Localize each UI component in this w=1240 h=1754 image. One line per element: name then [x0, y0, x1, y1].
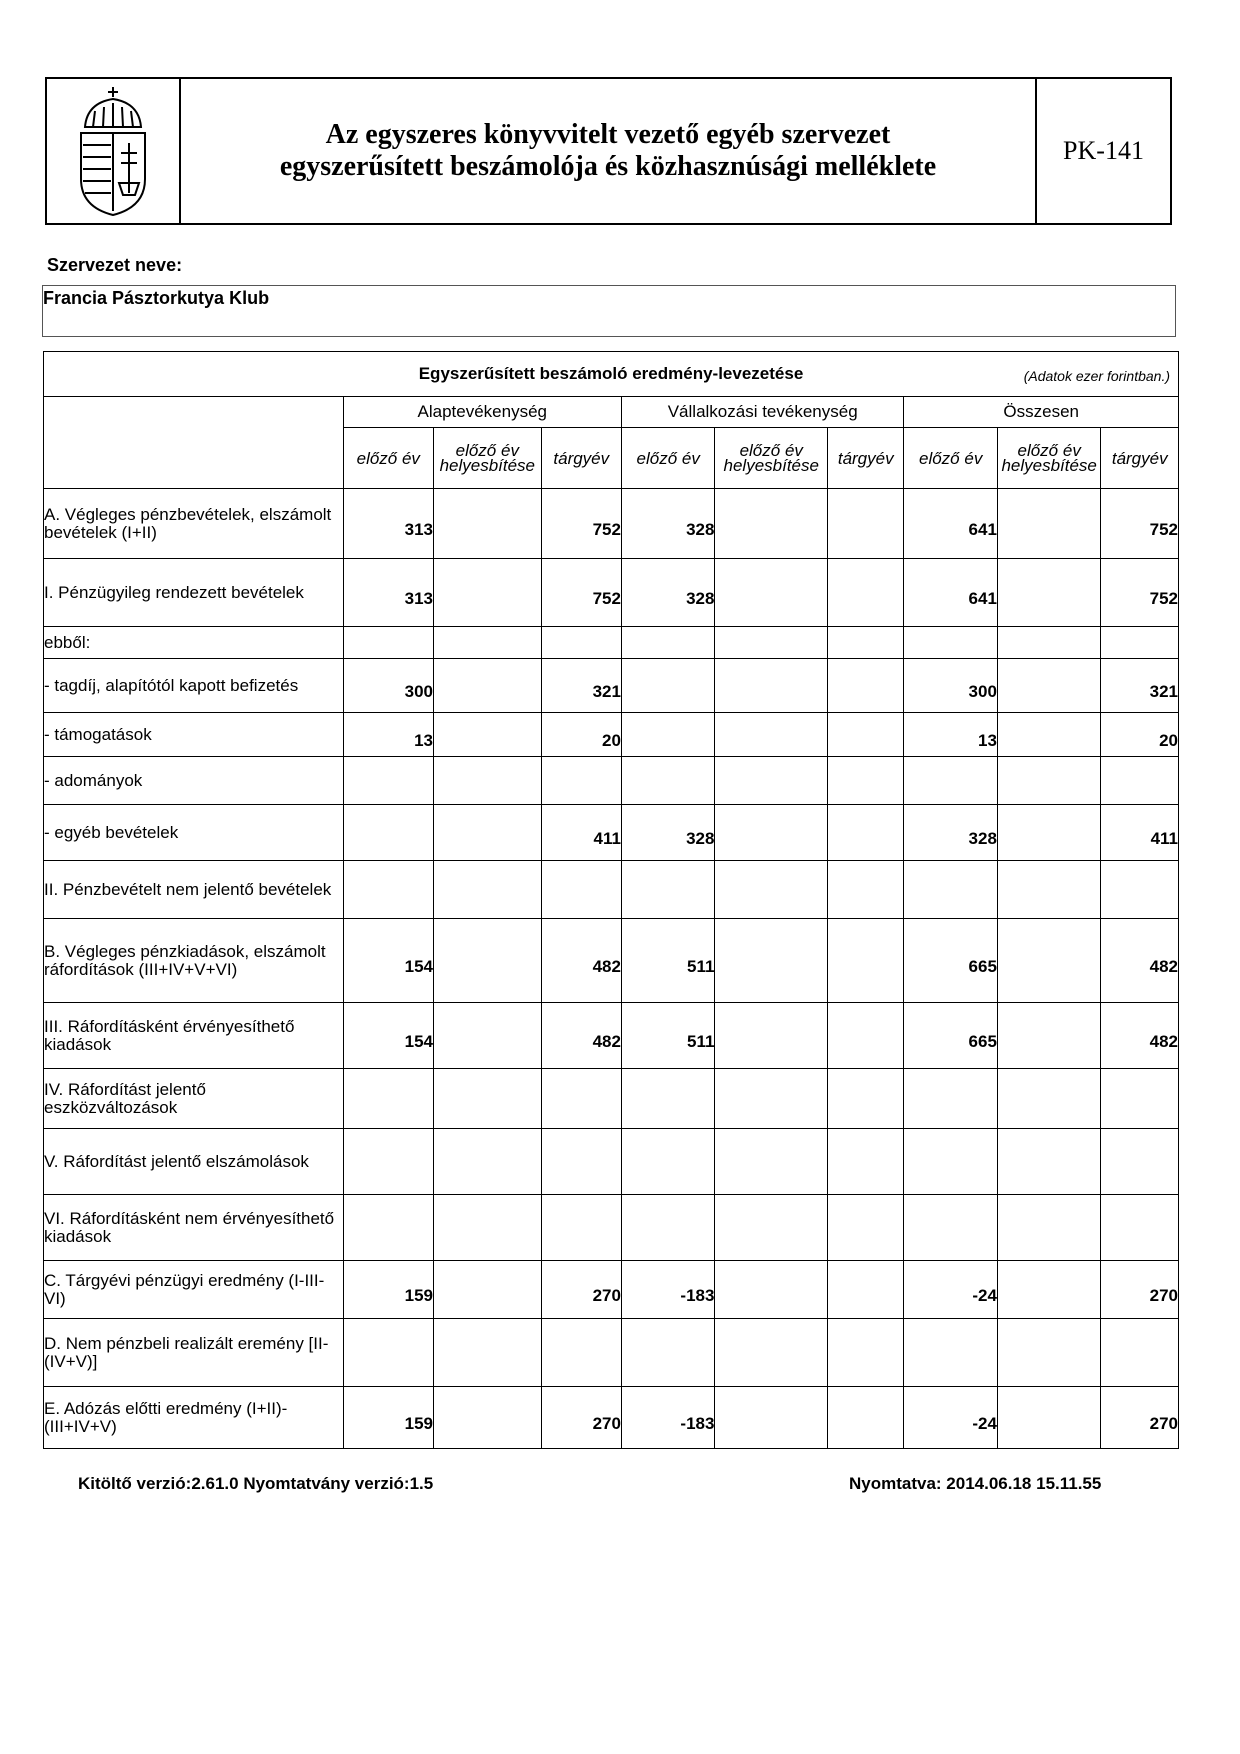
value-text: 270 [1149, 1285, 1178, 1305]
value-cell [1101, 713, 1179, 757]
value-cell [715, 1195, 828, 1261]
value-cell [343, 713, 433, 757]
value-cell [904, 1069, 997, 1129]
value-cell [904, 627, 997, 659]
value-text: 665 [968, 1031, 997, 1051]
value-cell [541, 627, 621, 659]
value-cell [828, 713, 904, 757]
value-cell [621, 757, 714, 805]
value-cell [621, 1069, 714, 1129]
value-cell [343, 659, 433, 713]
value-cell [997, 1261, 1101, 1319]
value-cell [434, 713, 542, 757]
coat-of-arms-icon [73, 83, 153, 219]
value-text: -24 [972, 1413, 997, 1433]
value-cell [434, 1319, 542, 1387]
table-row [44, 757, 1179, 805]
value-cell [621, 1387, 714, 1449]
organization-name-field[interactable] [42, 285, 1176, 337]
value-cell [1101, 1003, 1179, 1069]
value-cell [997, 1129, 1101, 1195]
value-cell [904, 757, 997, 805]
value-cell [828, 1387, 904, 1449]
value-cell [828, 1195, 904, 1261]
value-cell [434, 659, 542, 713]
subheader-current-year: tárgyév [1101, 428, 1179, 489]
value-cell [828, 659, 904, 713]
value-cell [541, 805, 621, 861]
value-cell [343, 861, 433, 919]
value-cell [434, 1387, 542, 1449]
row-label-header [44, 397, 344, 489]
value-cell [541, 861, 621, 919]
value-cell [1101, 1069, 1179, 1129]
value-cell [621, 1261, 714, 1319]
subheader-current-year: tárgyév [541, 428, 621, 489]
value-text: 482 [592, 1031, 621, 1051]
value-cell [621, 489, 714, 559]
value-cell [621, 1195, 714, 1261]
value-cell [541, 713, 621, 757]
row-label: II. Pénzbevételt nem jelentő bevételek [44, 861, 344, 919]
table-row [44, 1319, 1179, 1387]
value-cell [343, 1003, 433, 1069]
value-cell [1101, 919, 1179, 1003]
value-text: 328 [686, 519, 715, 539]
value-cell [997, 1319, 1101, 1387]
value-cell [621, 805, 714, 861]
value-cell [541, 919, 621, 1003]
value-cell [1101, 1195, 1179, 1261]
row-label: IV. Ráfordítást jelentő eszközváltozások [44, 1069, 344, 1129]
value-cell [434, 627, 542, 659]
value-cell [541, 1069, 621, 1129]
organization-name: Francia Pásztorkutya Klub [43, 288, 270, 308]
row-label: E. Adózás előtti eredmény (I+II)-(III+IV+V) [44, 1387, 344, 1449]
subheader-previous-year: előző év [343, 428, 433, 489]
form-title-line1: Az egyszeres könyvvitelt vezető egyéb szervezet [325, 119, 891, 150]
value-cell [541, 1129, 621, 1195]
version-info: Kitöltő verzió:2.61.0 Nyomtatvány verzió:1.5 [78, 1474, 434, 1493]
value-cell [343, 757, 433, 805]
row-label: C. Tárgyévi pénzügyi eredmény (I-III-VI) [44, 1261, 344, 1319]
group-header-business: Vállalkozási tevékenység [621, 397, 903, 428]
value-cell [621, 627, 714, 659]
value-cell [1101, 805, 1179, 861]
table-row [44, 1003, 1179, 1069]
value-cell [997, 1003, 1101, 1069]
value-text: -183 [680, 1285, 715, 1305]
value-cell [715, 559, 828, 627]
value-text: 270 [592, 1285, 621, 1305]
table-row [44, 713, 1179, 757]
value-text: 411 [1150, 828, 1178, 848]
subheader-previous-year: előző év [904, 428, 997, 489]
value-text: 328 [686, 588, 715, 608]
value-text: 328 [968, 828, 997, 848]
row-label: - egyéb bevételek [44, 805, 344, 861]
value-cell [997, 805, 1101, 861]
print-timestamp: Nyomtatva: 2014.06.18 15.11.55 [849, 1474, 1102, 1493]
value-text: 328 [686, 828, 715, 848]
value-cell [541, 1261, 621, 1319]
value-text: -183 [680, 1413, 715, 1433]
value-text: 159 [404, 1413, 434, 1433]
value-cell [343, 559, 433, 627]
value-cell [715, 659, 828, 713]
group-header-total: Összesen [904, 397, 1179, 428]
value-cell [1101, 489, 1179, 559]
row-label: - tagdíj, alapítótól kapott befizetés [44, 659, 344, 713]
row-label: III. Ráfordításként érvényesíthető kiadások [44, 1003, 344, 1069]
value-cell [904, 861, 997, 919]
value-cell [343, 1319, 433, 1387]
value-cell [997, 861, 1101, 919]
value-cell [1101, 1319, 1179, 1387]
value-cell [715, 489, 828, 559]
value-cell [904, 1003, 997, 1069]
value-cell [904, 1195, 997, 1261]
subheader-previous-year-correction: előző év helyesbítése [997, 428, 1101, 489]
value-cell [343, 1195, 433, 1261]
value-cell [715, 713, 828, 757]
value-cell [343, 919, 433, 1003]
value-cell [828, 559, 904, 627]
value-cell [828, 1003, 904, 1069]
value-cell [715, 1069, 828, 1129]
table-row [44, 805, 1179, 861]
row-label: ebből: [44, 627, 344, 659]
value-text: 411 [593, 828, 621, 848]
table-row [44, 861, 1179, 919]
table-row [44, 489, 1179, 559]
table-row [44, 1195, 1179, 1261]
value-cell [904, 1387, 997, 1449]
subheader-previous-year: előző év [621, 428, 714, 489]
value-cell [715, 805, 828, 861]
value-cell [828, 1129, 904, 1195]
value-text: -24 [972, 1285, 997, 1305]
value-cell [541, 1003, 621, 1069]
value-cell [715, 1003, 828, 1069]
value-cell [828, 627, 904, 659]
table-row [44, 659, 1179, 713]
table-row [44, 559, 1179, 627]
subheader-previous-year-correction: előző év helyesbítése [715, 428, 828, 489]
value-cell [1101, 627, 1179, 659]
value-cell [828, 1261, 904, 1319]
value-cell [997, 1195, 1101, 1261]
form-title-line2: egyszerűsített beszámolója és közhasznúsági melléklete [279, 151, 937, 182]
value-cell [621, 1129, 714, 1195]
value-text: 321 [592, 681, 621, 701]
organization-label: Szervezet neve: [47, 255, 183, 275]
value-cell [715, 757, 828, 805]
value-text: 321 [1149, 681, 1178, 701]
value-cell [715, 919, 828, 1003]
value-text: 482 [1149, 956, 1178, 976]
value-cell [1101, 659, 1179, 713]
value-text: 665 [968, 956, 997, 976]
value-text: 752 [592, 519, 621, 539]
value-text: 641 [968, 519, 997, 539]
value-cell [715, 1319, 828, 1387]
table-row [44, 627, 1179, 659]
value-cell [715, 627, 828, 659]
value-text: 154 [404, 1031, 434, 1051]
table-row [44, 1069, 1179, 1129]
results-table [43, 351, 1179, 1449]
value-cell [621, 659, 714, 713]
value-cell [343, 1069, 433, 1129]
subheader-current-year: tárgyév [828, 428, 904, 489]
value-cell [541, 1319, 621, 1387]
value-text: 752 [1149, 588, 1178, 608]
value-cell [343, 1129, 433, 1195]
coat-of-arms-logo [47, 79, 181, 223]
value-text: 511 [687, 956, 715, 976]
value-cell [904, 1319, 997, 1387]
table-title: Egyszerűsített beszámoló eredmény-levezetése [418, 364, 804, 383]
value-cell [434, 919, 542, 1003]
value-cell [715, 861, 828, 919]
value-cell [434, 1261, 542, 1319]
value-cell [715, 1261, 828, 1319]
value-cell [541, 559, 621, 627]
row-label: - támogatások [44, 713, 344, 757]
table-row [44, 919, 1179, 1003]
value-cell [541, 659, 621, 713]
form-title [181, 79, 1037, 223]
value-cell [541, 1195, 621, 1261]
value-cell [997, 559, 1101, 627]
value-cell [541, 1387, 621, 1449]
table-row [44, 1387, 1179, 1449]
value-cell [904, 713, 997, 757]
value-cell [715, 1129, 828, 1195]
unit-note: (Adatok ezer forintban.) [1023, 368, 1170, 384]
value-cell [343, 1261, 433, 1319]
value-text: 270 [1149, 1413, 1178, 1433]
value-text: 482 [1149, 1031, 1178, 1051]
value-cell [997, 757, 1101, 805]
value-cell [997, 627, 1101, 659]
value-cell [1101, 1387, 1179, 1449]
row-label: A. Végleges pénzbevételek, elszámolt bevételek (I+II) [44, 489, 344, 559]
value-cell [434, 805, 542, 861]
value-cell [828, 919, 904, 1003]
form-code: PK-141 [1063, 136, 1144, 165]
value-cell [621, 1319, 714, 1387]
value-cell [541, 757, 621, 805]
value-cell [828, 757, 904, 805]
value-cell [1101, 1261, 1179, 1319]
value-cell [997, 1069, 1101, 1129]
value-cell [434, 1069, 542, 1129]
value-text: 313 [404, 519, 434, 539]
value-cell [904, 489, 997, 559]
value-cell [997, 1387, 1101, 1449]
value-cell [621, 1003, 714, 1069]
value-cell [621, 559, 714, 627]
value-cell [434, 861, 542, 919]
value-cell [715, 1387, 828, 1449]
value-cell [621, 861, 714, 919]
value-cell [621, 919, 714, 1003]
table-row [44, 1261, 1179, 1319]
value-text: 20 [1159, 730, 1178, 750]
value-text: 13 [977, 730, 997, 750]
value-text: 300 [968, 681, 997, 701]
value-cell [828, 1319, 904, 1387]
value-cell [1101, 861, 1179, 919]
value-text: 159 [404, 1285, 434, 1305]
value-text: 641 [968, 588, 997, 608]
value-cell [434, 1195, 542, 1261]
row-label: V. Ráfordítást jelentő elszámolások [44, 1129, 344, 1195]
value-cell [997, 659, 1101, 713]
value-cell [434, 1129, 542, 1195]
value-cell [434, 757, 542, 805]
value-cell [1101, 757, 1179, 805]
value-text: 13 [414, 730, 434, 750]
value-text: 313 [404, 588, 434, 608]
value-cell [904, 1129, 997, 1195]
row-label: D. Nem pénzbeli realizált eremény [II-(IV+V)] [44, 1319, 344, 1387]
value-cell [343, 1387, 433, 1449]
value-cell [343, 805, 433, 861]
value-cell [997, 919, 1101, 1003]
value-text: 300 [404, 681, 434, 701]
row-label: I. Pénzügyileg rendezett bevételek [44, 559, 344, 627]
value-text: 482 [592, 956, 621, 976]
subheader-previous-year-correction: előző év helyesbítése [434, 428, 542, 489]
value-text: 752 [1149, 519, 1178, 539]
value-cell [828, 805, 904, 861]
value-cell [434, 1003, 542, 1069]
value-cell [828, 1069, 904, 1129]
row-label: - adományok [44, 757, 344, 805]
value-cell [904, 559, 997, 627]
value-cell [1101, 559, 1179, 627]
value-text: 20 [602, 730, 621, 750]
table-row [44, 1129, 1179, 1195]
row-label: VI. Ráfordításként nem érvényesíthető kiadások [44, 1195, 344, 1261]
value-cell [343, 627, 433, 659]
value-cell [904, 1261, 997, 1319]
value-cell [434, 489, 542, 559]
value-cell [904, 805, 997, 861]
group-header-basic: Alaptevékenység [343, 397, 621, 428]
value-text: 154 [404, 956, 434, 976]
value-cell [828, 861, 904, 919]
table-title-cell [44, 352, 1179, 397]
form-header [45, 77, 1172, 225]
value-cell [904, 919, 997, 1003]
value-cell [541, 489, 621, 559]
value-text: 752 [592, 588, 621, 608]
value-cell [1101, 1129, 1179, 1195]
value-cell [997, 713, 1101, 757]
table-body [44, 489, 1179, 1449]
value-cell [904, 659, 997, 713]
value-text: 511 [687, 1031, 715, 1051]
value-cell [997, 489, 1101, 559]
value-cell [621, 713, 714, 757]
value-cell [434, 559, 542, 627]
value-cell [828, 489, 904, 559]
row-label: B. Végleges pénzkiadások, elszámolt ráfordítások (III+IV+V+VI) [44, 919, 344, 1003]
value-text: 270 [592, 1413, 621, 1433]
value-cell [343, 489, 433, 559]
